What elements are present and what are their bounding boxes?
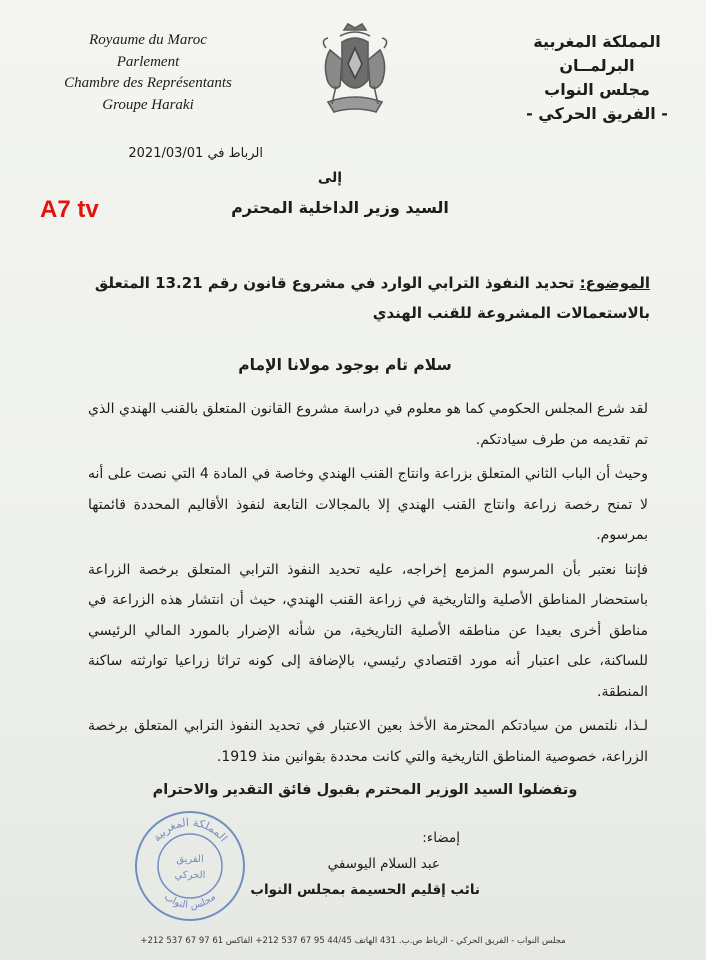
salutation: سلام تام بوجود مولانا الإمام <box>238 356 452 374</box>
letter-body <box>88 394 648 772</box>
letter-footer: مجلس النواب - الفريق الحركي - الرباط ص.ب. 431 الهاتف 44/45 95 67 537 212+ الفاكس 61 97 67 537 212+ <box>140 936 566 946</box>
signature-label: إمضاء: <box>422 830 460 846</box>
date-label: الرباط في <box>207 146 263 161</box>
signatory-title: نائب إقليم الحسيمة بمجلس النواب <box>250 882 480 898</box>
body-paragraph: وحيث أن الباب الثاني المتعلق بزراعة وانتاج القنب الهندي وخاصة في المادة 4 التي نصت على أنه لا تمنح رخصة زراعة وانتاج القنب الهندي إلا بالمجالات التابعة لنفوذ الأقاليم المحددة قائمتها بمرسوم. <box>88 466 648 543</box>
moroccan-coat-of-arms-icon <box>310 20 400 120</box>
date-value: 2021/03/01 <box>128 146 204 161</box>
arabic-header-line: البرلمــان <box>559 56 635 75</box>
subject-text: تحديد النفوذ الترابي الوارد في مشروع قانون رقم 13.21 المتعلق بالاستعمالات المشروعة للقنب الهندي <box>94 274 650 322</box>
french-header-line: Groupe Haraki <box>102 96 194 113</box>
stamp-outer-text: المملكة المغربية <box>150 815 231 845</box>
stamp-inner-top: الفريق <box>176 854 204 865</box>
signature-block <box>250 825 480 903</box>
arabic-header-line: - الفريق الحركي - <box>526 104 668 123</box>
body-paragraph: فإننا نعتبر بأن المرسوم المزمع إخراجه، عليه تحديد النفوذ الترابي المتعلق برخصة الزراعة باستحضار المناطق الأصلية والتاريخية في زراعة القنب الهندي، حيث أن انتشار هذه الزراعة في مناطق أخرى بعيدا عن مناطقه الأصلية التاريخية، من شأنه الإضرار بالمورد المالي الرئيسي للساكنة، على اعتبار أنه مورد اقتصادي رئيسي، بالإضافة إلى كونه تراثا زراعيا توارثته ساكنة المنطقة. <box>88 561 648 700</box>
arabic-header-line: مجلس النواب <box>544 80 650 99</box>
official-stamp-icon <box>130 806 250 926</box>
stamp-inner-bottom: الحركي <box>174 870 206 881</box>
french-letterhead <box>38 30 258 116</box>
french-header-line: Royaume du Maroc <box>89 32 207 48</box>
to-label: إلى <box>317 170 343 186</box>
recipient-name: السيد وزير الداخلية المحترم <box>231 198 449 217</box>
closing-formula: وتفضلوا السيد الوزير المحترم بقبول فائق التقدير والاحترام <box>152 782 578 798</box>
body-paragraph: لقد شرع المجلس الحكومي كما هو معلوم في دراسة مشروع القانون المتعلق بالقنب الهندي الذي تم تقديمه من طرف سيادتكم. <box>88 401 648 448</box>
arabic-header-line: المملكة المغربية <box>533 32 661 51</box>
french-header-line: Chambre des Représentants <box>64 75 232 91</box>
a7tv-watermark: A7 tv <box>40 196 99 223</box>
subject-label: الموضوع: <box>579 274 650 292</box>
arabic-letterhead <box>522 30 672 126</box>
subject-line <box>50 268 650 328</box>
french-header-line: Parlement <box>116 53 180 70</box>
body-paragraph: لـذا، نلتمس من سيادتكم المحترمة الأخذ بعين الاعتبار في تحديد النفوذ الترابي المتعلق برخصة الزراعة، خصوصية المناطق التاريخية والتي كانت محددة بقوانين منذ 1919. <box>88 718 648 765</box>
svg-text:مجلس النواب <box>162 891 218 911</box>
stamp-bottom-text: مجلس النواب <box>162 891 218 912</box>
signatory-name: عبد السلام اليوسفي <box>327 856 440 872</box>
letter-date <box>128 146 263 161</box>
